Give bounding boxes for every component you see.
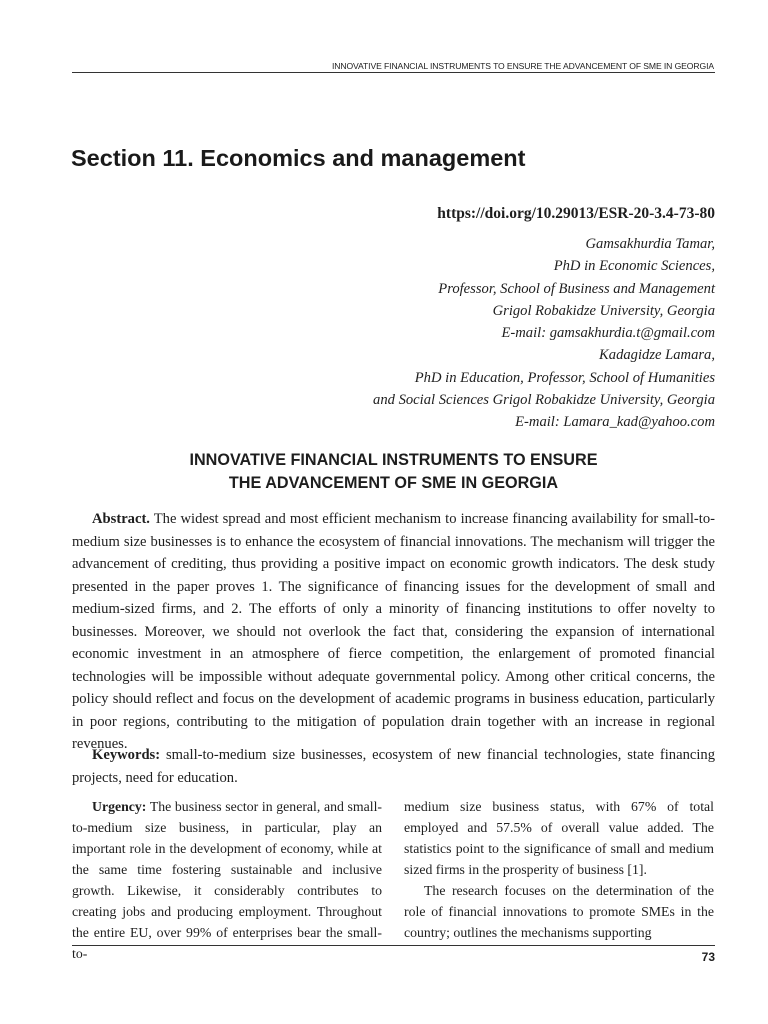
keywords: [72, 744, 715, 789]
author-email[interactable]: E-mail: gamsakhurdia.t@gmail.com: [501, 325, 715, 342]
author-email[interactable]: E-mail: Lamara_kad@yahoo.com: [515, 414, 715, 431]
keywords-text: small-to-medium size businesses, ecosystem of new financial technologies, state financing projects, need for education.: [72, 747, 715, 786]
page-number: 73: [701, 950, 715, 964]
body-paragraph: [72, 796, 382, 964]
paper-title: [72, 449, 715, 495]
abstract: [72, 508, 715, 756]
doi-link[interactable]: https://doi.org/10.29013/ESR-20-3.4-73-80: [437, 205, 715, 222]
abstract-label: Abstract.: [92, 511, 150, 527]
author-line: PhD in Education, Professor, School of Humanities: [414, 369, 715, 386]
author-block: [373, 233, 715, 434]
paper-title-line: THE ADVANCEMENT OF SME IN GEORGIA: [228, 474, 559, 492]
author-line: Professor, School of Business and Management: [438, 280, 715, 297]
running-head: INNOVATIVE FINANCIAL INSTRUMENTS TO ENSURE THE ADVANCEMENT OF SME IN GEORGIA: [331, 61, 714, 71]
abstract-text: The widest spread and most efficient mechanism to increase financing availability for small-to-medium size businesses is to enhance the ecosystem of financial innovations. The mechanism will trigger the advancement of crediting, thus providing a positive impact on economic growth indicators. The desk study presented in the paper proves 1. The significance of financing issues for the development of small and medium-sized firms, and 2. The efforts of only a minority of financing institutions to offer novelty to businesses. Moreover, we should not overlook the fact that, considering the expansion of international economic investment in an atmosphere of fierce competition, the enlargement of promoted financial technologies will be impossible without adequate governmental policy. Among other critical concerns, the policy should reflect and focus on the development of academic programs in business education, particularly in poor regions, contributing to the mitigation of population drain together with an increase in regional revenues.: [72, 511, 715, 752]
body-column-right: [404, 796, 714, 943]
author-line: PhD in Economic Sciences,: [553, 258, 715, 275]
urgency-label: Urgency:: [92, 799, 147, 814]
paper-title-line: INNOVATIVE FINANCIAL INSTRUMENTS TO ENSURE: [189, 451, 598, 469]
author-line: Kadagidze Lamara,: [599, 347, 715, 364]
body-paragraph: The research focuses on the determination of the role of financial innovations to promote SMEs in the country; outlines the mechanisms supporting: [404, 883, 714, 940]
author-line: Grigol Robakidze University, Georgia: [492, 302, 715, 319]
footer-rule: [72, 945, 715, 946]
section-title: Section 11. Economics and management: [71, 145, 526, 171]
header-rule: [72, 72, 715, 73]
body-column-left: [72, 796, 382, 964]
body-paragraph: medium size business status, with 67% of total employed and 57.5% of overall value added. The statistics point to the significance of small and medium sized firms in the prosperity of business [1].: [404, 799, 714, 877]
author-line: and Social Sciences Grigol Robakidze University, Georgia: [373, 392, 715, 409]
body-text: The business sector in general, and small-to-medium size business, in particular, play an important role in the development of economy, while at the same time fostering sustainable and inclusive growth. Likewise, it considerably contributes to creating jobs and producing employment. Throughout the entire EU, over 99% of enterprises bear the small-to-: [72, 799, 383, 961]
author-line: Gamsakhurdia Tamar,: [585, 236, 715, 252]
keywords-label: Keywords:: [92, 747, 161, 763]
